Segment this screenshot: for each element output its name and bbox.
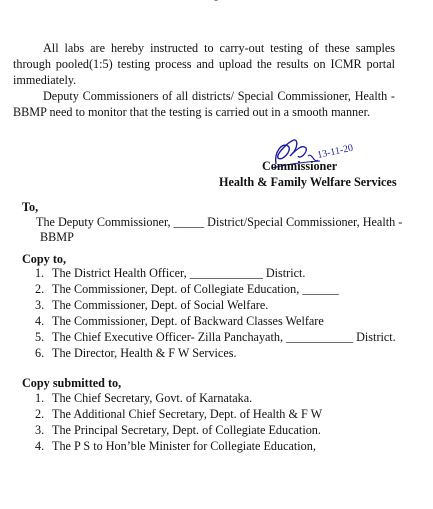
list-item: 2. The Commissioner, Dept. of Collegiate Education, ______ bbox=[35, 282, 339, 296]
page-top-mark bbox=[214, 0, 218, 7]
list-item: 4. The Commissioner, Dept. of Backward Classes Welfare bbox=[35, 314, 324, 328]
paragraph-deputy-commissioners-text: Deputy Commissioners of all districts/ Special Commissioner, Health - BBMP need to monitor that the testing is carried out in a smooth manner. bbox=[13, 89, 395, 119]
copy-to-label: Copy to, bbox=[22, 252, 67, 266]
list-item: 5. The Chief Executive Officer- Zilla Panchayath, ___________ District. bbox=[35, 330, 396, 344]
list-item: 2. The Additional Chief Secretary, Dept. of Health & F W bbox=[35, 407, 323, 421]
list-item: 4. The P S to Hon’ble Minister for Collegiate Education, bbox=[35, 439, 316, 453]
to-label: To, bbox=[22, 200, 39, 214]
signatory-title: Commissioner bbox=[262, 159, 338, 173]
paragraph-lab-instruction bbox=[13, 40, 395, 88]
signatory-organization: Health & Family Welfare Services bbox=[219, 175, 397, 189]
to-line-1: The Deputy Commissioner, _____ District/Special Commissioner, Health - bbox=[36, 215, 403, 229]
copy-submitted-list bbox=[35, 390, 322, 454]
to-line-2: BBMP bbox=[40, 230, 74, 244]
copy-submitted-label: Copy submitted to, bbox=[22, 376, 122, 390]
list-item: 1. The District Health Officer, ____________ District. bbox=[35, 266, 306, 280]
paragraph-lab-instruction-text: All labs are hereby instructed to carry-out testing of these samples through pooled(1:5) testing process and upload the results on ICMR portal immediately. bbox=[13, 41, 395, 87]
list-item: 6. The Director, Health & F W Services. bbox=[35, 346, 237, 360]
list-item: 3. The Commissioner, Dept. of Social Welfare. bbox=[35, 298, 269, 312]
copy-to-list bbox=[35, 265, 396, 361]
paragraph-deputy-commissioners bbox=[13, 88, 395, 120]
list-item: 3. The Principal Secretary, Dept. of Collegiate Education. bbox=[35, 423, 321, 437]
list-item: 1. The Chief Secretary, Govt. of Karnataka. bbox=[35, 391, 253, 405]
signature-date: 13-11-20 bbox=[316, 142, 355, 161]
